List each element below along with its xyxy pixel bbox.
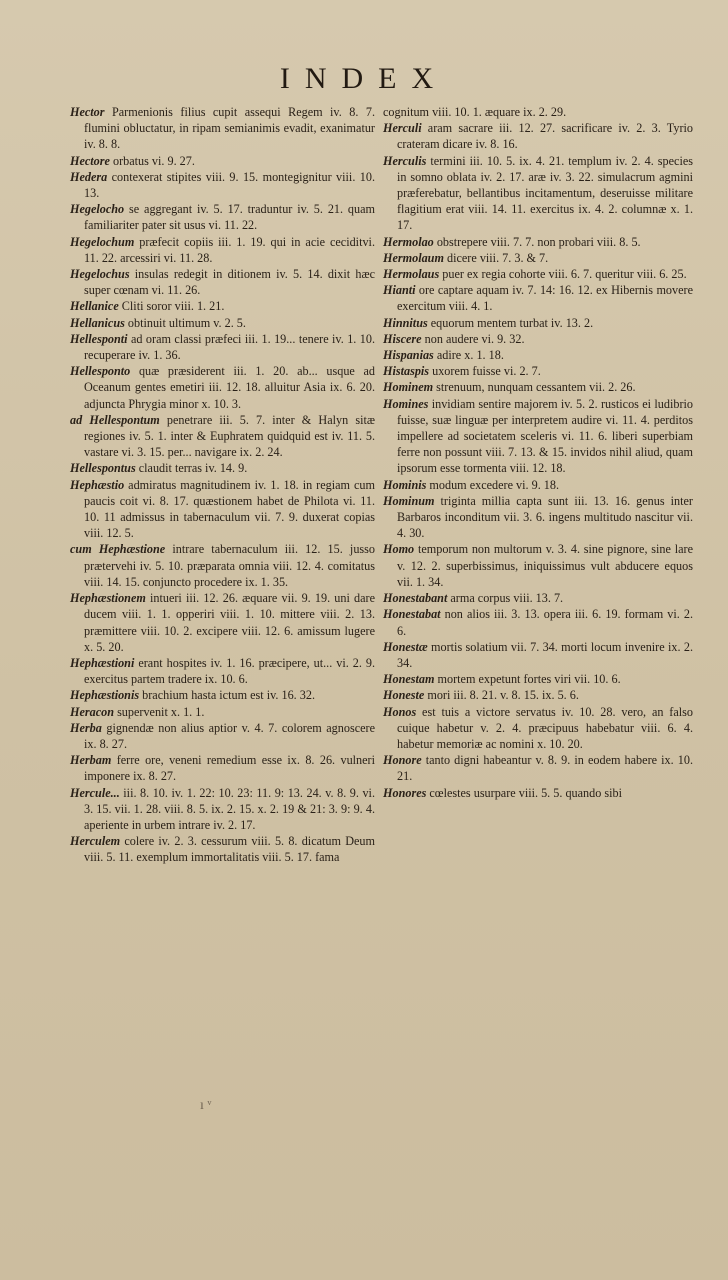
index-headword: Hianti [383,283,416,298]
index-entry [70,363,375,412]
index-headword: Honestæ [383,639,428,654]
index-entry [383,396,693,477]
index-references: ferre ore, veneni remedium esse ix. 8. 26. vulneri imponere ix. 8. 27. [84,753,375,784]
index-references: equorum mentem turbat iv. 13. 2. [427,315,594,330]
index-references: iii. 8. 10. iv. 1. 22: 10. 23: 11. 9: 13. 24. v. 8. 9. vi. 3. 15. vii. 1. 28. viii. 8. 5. ix. 2. 15. x. 2. 19 & 21: 3. 9: 9. 4. aperiente in urbem intrare iv. 2. 17. [84,785,375,832]
index-references: intueri iii. 12. 26. æquare vii. 9. 19. uni dare ducem viii. 1. 1. opperiri viii. 1. 10. mittere viii. 2. 13. præmittere viii. 10. 2. excipere viii. 12. 6. amissum lugere x. 5. 20. [84,591,375,654]
index-entry [70,477,375,542]
index-entry [70,169,375,201]
index-headword: Herbam [70,753,112,768]
index-references: est tuis a victore servatus iv. 10. 28. vero, an falso cuique habetur v. 2. 4. præcipuus habebatur viii. 6. 4. habetur memoriæ ac nomini x. 10. 20. [397,704,693,751]
index-headword: Honores [383,785,427,800]
index-references: puer ex regia cohorte viii. 6. 7. queritur viii. 6. 25. [439,267,687,282]
index-entry [70,704,375,720]
index-entry [383,347,693,363]
index-entry [70,833,375,865]
index-references: cognitum viii. 10. 1. æquare ix. 2. 29. [383,105,567,119]
index-headword: Homo [383,542,415,557]
index-references: quæ præsiderent iii. 1. 20. ab... usque ad Oceanum gentes emetiri iii. 12. 18. alluitur Asia ix. 6. 20. adjuncta Phrygia minor x. 10. 3. [84,364,375,411]
index-references: dicere viii. 7. 3. & 7. [443,250,549,265]
index-entry [383,234,693,250]
index-entry [383,477,693,493]
index-entry [383,785,693,801]
index-headword: Herculi [383,121,422,136]
index-entry [383,363,693,379]
index-headword: Honos [383,704,417,719]
index-entry [383,752,693,784]
index-headword: Hinnitus [383,315,428,330]
index-entry [383,120,693,152]
index-headword: Herculis [383,153,427,168]
index-headword: Hectore [70,153,110,168]
index-references: non audere vi. 9. 32. [421,331,525,346]
index-entry [383,282,693,314]
index-headword: Hephæstionis [70,688,140,703]
index-headword: Honestam [383,672,435,687]
index-references: penetrare iii. 5. 7. inter & Halyn sitæ regiones iv. 5. 1. inter & Euphratem quidquid est iv. 11. 5. vastare vi. 3. 15. per... navigare ix. 2. 24. [84,412,375,460]
index-headword: Hiscere [383,331,422,346]
index-entry [383,493,693,542]
index-entry [383,687,693,703]
index-references: se aggregant iv. 5. 17. traduntur iv. 5. 21. quam familiariter pater sit usus vi. 11. 22. [84,202,375,233]
index-headword: Honeste [383,688,425,703]
index-headword: Hellesponti [70,331,128,346]
index-headword: Hermolaus [383,267,440,282]
index-headword: Histaspis [383,364,430,379]
index-entry [70,752,375,784]
index-headword: Hegelocho [70,202,125,217]
index-references: cœlestes usurpare viii. 5. 5. quando sibi [426,785,622,800]
index-headword: Hominem [383,380,434,395]
index-entry [70,590,375,655]
index-references: ad oram classi præfeci iii. 1. 19... tenere iv. 1. 10. recuperare iv. 1. 36. [84,331,375,363]
index-references: mortis solatium vii. 7. 34. morti locum invenire ix. 2. 34. [397,639,693,670]
index-references: contexerat stipites viii. 9. 15. montegignitur viii. 10. 13. [84,169,375,201]
index-headword: Honestabat [383,607,441,622]
index-headword: Herculem [70,834,121,849]
index-references: ore captare aquam iv. 7. 14: 16. 12. ex Hibernis movere exercitum viii. 4. 1. [397,283,693,314]
index-headword: Hephæstio [70,477,125,492]
index-references: triginta millia capta sunt iii. 13. 16. genus inter Barbaros inconditum vii. 3. 6. ingens multitudo nascitur vii. 4. 30. [397,493,693,541]
index-headword: Homines [383,396,429,411]
index-entry [383,153,693,234]
index-entry [383,704,693,753]
index-headword: cum Hephæstione [70,542,166,557]
index-entry [383,671,693,687]
index-entry [383,104,693,120]
index-entry [70,655,375,687]
index-references: mori iii. 8. 21. v. 8. 15. ix. 5. 6. [424,688,579,703]
index-references: mortem expetunt fortes viri vii. 10. 6. [434,672,621,687]
index-entry [383,331,693,347]
index-entry [70,331,375,363]
index-references: insulas redegit in ditionem iv. 5. 14. dixit hæc super cœnam vi. 11. 26. [84,267,375,298]
index-entry [383,639,693,671]
index-references: strenuum, nunquam cessantem vii. 2. 26. [433,380,636,395]
index-references: orbatus vi. 9. 27. [109,153,195,168]
index-references: temporum non multorum v. 3. 4. sine pignore, sine lare v. 12. 2. superbissimus, iniquissimus vult abducere equos vii. 1. 34. [397,542,693,589]
index-entry [383,315,693,331]
index-references: claudit terras iv. 14. 9. [135,461,248,476]
index-entry [70,687,375,703]
index-entry [383,606,693,638]
index-headword: Hephæstionem [70,591,146,606]
index-references: non alios iii. 3. 13. opera iii. 6. 19. formam vi. 2. 6. [397,607,693,638]
index-references: gignendæ non alius aptior v. 4. 7. colorem agnoscere ix. 8. 27. [84,720,375,751]
index-entry [70,201,375,233]
index-references: Cliti soror viii. 1. 21. [118,299,225,314]
index-headword: Hellesponto [70,364,131,379]
index-headword: Hector [70,105,105,119]
index-entry [383,379,693,395]
index-entry [70,298,375,314]
index-headword: Hermolao [383,234,434,249]
index-references: Parmenionis filius cupit assequi Regem iv. 8. 7. flumini obluctatur, in ripam semianimis evadit, exanimatur iv. 8. 8. [84,105,375,152]
index-column-right [383,104,693,801]
index-entry [70,234,375,266]
page-title: INDEX [279,62,449,95]
index-headword: Hermolaum [383,250,444,265]
index-headword: ad Hellespontum [70,412,160,427]
footer-mark: ı ᵛ [200,1098,212,1113]
index-entry [383,541,693,590]
index-headword: Hegelochum [70,234,135,249]
index-headword: Hephæstioni [70,655,135,670]
index-references: præfecit copiis iii. 1. 19. qui in acie ceciditvi. 11. 22. arcessiri vi. 11. 28. [84,234,375,265]
index-headword: Herba [70,720,102,735]
index-references: brachium hasta ictum est iv. 16. 32. [139,688,315,703]
index-headword: Hellanicus [70,315,125,330]
index-headword: Hellanice [70,299,119,314]
index-entry [70,266,375,298]
index-headword: Hominis [383,477,427,492]
index-references: intrare tabernaculum iii. 12. 15. jusso prætervehi iv. 5. 10. præparata omnia viii. 12. 4. comitatus viii. 14. 15. conjuncto procedere ix. 1. 35. [84,542,375,589]
index-headword: Hellespontus [70,461,136,476]
index-headword: Heracon [70,704,115,719]
index-references: tanto digni habeantur v. 8. 9. in eodem habere ix. 10. 21. [397,753,693,784]
index-entry [383,266,693,282]
index-references: aram sacrare iii. 12. 27. sacrificare iv. 2. 3. Tyrio crateram dicare iv. 8. 16. [397,121,693,152]
index-references: obstrepere viii. 7. 7. non probari viii. 8. 5. [433,234,641,249]
index-entry [70,315,375,331]
index-entry [70,720,375,752]
index-references: obtinuit ultimum v. 2. 5. [124,315,246,330]
index-headword: Honestabant [383,591,448,606]
index-entry [70,460,375,476]
index-references: uxorem fuisse vi. 2. 7. [429,364,541,379]
index-headword: Hercule... [70,785,120,800]
index-headword: Honore [383,753,422,768]
index-entry [70,785,375,834]
index-references: erant hospites iv. 1. 16. præcipere, ut... vi. 2. 9. exercitus partem tradere ix. 10. 6. [84,655,375,687]
index-headword: Hominum [383,493,435,508]
index-entry [70,153,375,169]
index-headword: Hedera [70,169,108,184]
index-entry [383,250,693,266]
index-entry [70,412,375,461]
index-references: supervenit x. 1. 1. [114,704,205,719]
index-references: admiratus magnitudinem iv. 1. 18. in regiam cum paucis coit vi. 8. 17. quæstionem habet de Philota vi. 11. 10. 11 admissus in tabernaculum vii. 7. 9. duxerat copias viii. 12. 5. [84,477,375,541]
index-references: colere iv. 2. 3. cessurum viii. 5. 8. dicatum Deum viii. 5. 11. exemplum immortalitatis viii. 5. 17. fama [84,834,375,865]
index-references: termini iii. 10. 5. ix. 4. 21. templum iv. 2. 4. species in somno oblata iv. 2. 17. aræ iv. 3. 22. simulacrum agmini præferebatur, bellantibus incitamentum, deseruisse militare flagitium erat viii. 14. 11. exercitus ix. 4. 2. columnæ x. 1. 17. [397,153,693,233]
index-entry [70,541,375,590]
index-entry [70,104,375,153]
index-column-left [70,104,375,866]
index-headword: Hegelochus [70,267,130,282]
index-references: invidiam sentire majorem iv. 5. 2. rusticos ei ludibrio fuisse, suæ linguæ per interpretem audire vi. 11. 4. perditos impellere ad societatem sceleris vi. 11. 6. liberi superbiam ferre non possunt viii. 7. 13. & 15. invidos nihil aliud, quam ipsorum esse tormenta viii. 12. 18. [397,396,693,476]
index-references: modum excedere vi. 9. 18. [426,477,560,492]
index-headword: Hispanias [383,348,434,363]
index-references: adire x. 1. 18. [433,348,504,363]
index-references: arma corpus viii. 13. 7. [447,591,564,606]
index-entry [383,590,693,606]
